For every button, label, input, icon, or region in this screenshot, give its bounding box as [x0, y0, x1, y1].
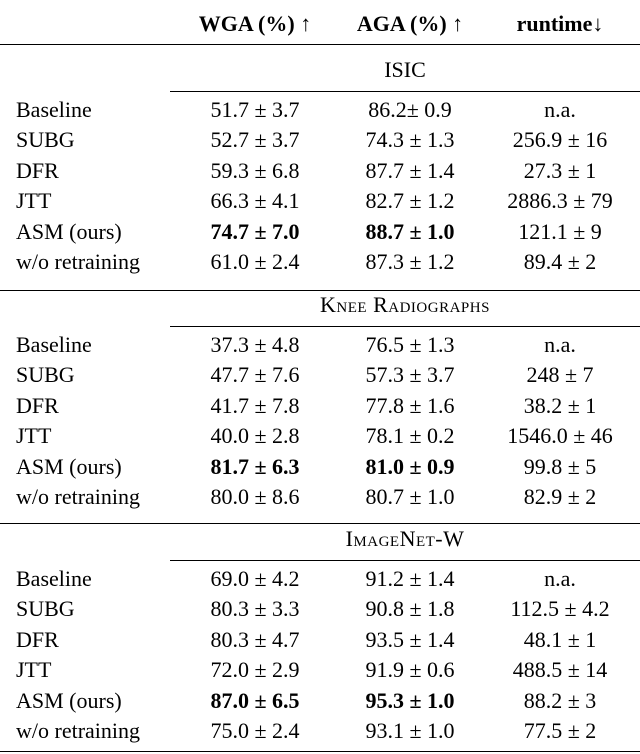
runtime-cell: 99.8 ± 5 — [523, 454, 597, 479]
aga-cell: 87.3 ± 1.2 — [365, 249, 455, 274]
wga-cell: 52.7 ± 3.7 — [210, 127, 300, 152]
section-subrule — [170, 91, 640, 92]
method-cell: DFR — [16, 627, 59, 652]
wga-cell: 80.3 ± 4.7 — [210, 627, 300, 652]
wga-cell: 80.3 ± 3.3 — [210, 596, 300, 621]
wga-cell: 66.3 ± 4.1 — [210, 188, 300, 213]
method-cell: ASM (ours) — [16, 688, 122, 713]
section-divider — [0, 523, 640, 524]
runtime-cell: 27.3 ± 1 — [523, 158, 597, 183]
runtime-cell: 1546.0 ± 46 — [507, 423, 613, 448]
section-title: ImageNet-W — [345, 526, 465, 551]
method-cell: SUBG — [16, 127, 75, 152]
aga-cell: 90.8 ± 1.8 — [365, 596, 455, 621]
wga-cell: 40.0 ± 2.8 — [210, 423, 300, 448]
method-cell: w/o retraining — [16, 249, 141, 274]
wga-cell: 59.3 ± 6.8 — [210, 158, 300, 183]
method-cell: JTT — [16, 423, 52, 448]
runtime-cell: 2886.3 ± 79 — [507, 188, 613, 213]
aga-cell: 76.5 ± 1.3 — [365, 332, 455, 357]
runtime-cell: 248 ± 7 — [526, 362, 594, 387]
wga-cell: 75.0 ± 2.4 — [210, 718, 300, 743]
method-cell: Baseline — [16, 332, 92, 357]
runtime-cell: 112.5 ± 4.2 — [510, 596, 610, 621]
wga-cell: 80.0 ± 8.6 — [210, 484, 300, 509]
runtime-cell: 121.1 ± 9 — [518, 219, 602, 244]
aga-cell: 93.5 ± 1.4 — [365, 627, 455, 652]
method-cell: SUBG — [16, 596, 75, 621]
header-wga: WGA (%) ↑ — [198, 11, 312, 36]
runtime-cell: n.a. — [544, 97, 576, 122]
aga-cell: 91.2 ± 1.4 — [365, 566, 455, 591]
method-cell: JTT — [16, 188, 52, 213]
aga-cell: 87.7 ± 1.4 — [365, 158, 455, 183]
aga-cell: 93.1 ± 1.0 — [365, 718, 455, 743]
header-aga: AGA (%) ↑ — [356, 11, 464, 36]
method-cell: ASM (ours) — [16, 219, 122, 244]
method-cell: SUBG — [16, 362, 75, 387]
header-runtime: runtime↓ — [516, 11, 604, 36]
runtime-cell: 77.5 ± 2 — [523, 718, 597, 743]
method-cell: Baseline — [16, 97, 92, 122]
aga-cell: 77.8 ± 1.6 — [365, 393, 455, 418]
method-cell: DFR — [16, 158, 59, 183]
runtime-cell: 89.4 ± 2 — [523, 249, 597, 274]
method-cell: ASM (ours) — [16, 454, 122, 479]
method-cell: Baseline — [16, 566, 92, 591]
section-divider — [0, 290, 640, 291]
runtime-cell: 48.1 ± 1 — [523, 627, 597, 652]
aga-cell: 80.7 ± 1.0 — [365, 484, 455, 509]
aga-cell: 86.2± 0.9 — [368, 97, 452, 122]
aga-cell: 82.7 ± 1.2 — [365, 188, 455, 213]
section-title: Knee Radiographs — [320, 292, 490, 317]
wga-cell: 37.3 ± 4.8 — [210, 332, 300, 357]
aga-cell: 74.3 ± 1.3 — [365, 127, 455, 152]
runtime-cell: 256.9 ± 16 — [512, 127, 608, 152]
wga-cell: 74.7 ± 7.0 — [210, 219, 300, 244]
aga-cell: 95.3 ± 1.0 — [365, 688, 455, 713]
header-rule — [0, 44, 640, 45]
method-cell: JTT — [16, 657, 52, 682]
method-cell: w/o retraining — [16, 484, 141, 509]
section-title: ISIC — [384, 57, 426, 82]
wga-cell: 61.0 ± 2.4 — [210, 249, 300, 274]
aga-cell: 81.0 ± 0.9 — [365, 454, 455, 479]
wga-cell: 47.7 ± 7.6 — [210, 362, 300, 387]
aga-cell: 57.3 ± 3.7 — [365, 362, 455, 387]
wga-cell: 51.7 ± 3.7 — [210, 97, 300, 122]
runtime-cell: 88.2 ± 3 — [523, 688, 597, 713]
runtime-cell: 488.5 ± 14 — [512, 657, 608, 682]
runtime-cell: 38.2 ± 1 — [523, 393, 597, 418]
wga-cell: 69.0 ± 4.2 — [210, 566, 300, 591]
runtime-cell: n.a. — [544, 566, 576, 591]
method-cell: w/o retraining — [16, 718, 141, 743]
section-subrule — [170, 560, 640, 561]
section-subrule — [170, 326, 640, 327]
wga-cell: 81.7 ± 6.3 — [210, 454, 300, 479]
runtime-cell: 82.9 ± 2 — [523, 484, 597, 509]
aga-cell: 88.7 ± 1.0 — [365, 219, 455, 244]
wga-cell: 72.0 ± 2.9 — [210, 657, 300, 682]
aga-cell: 91.9 ± 0.6 — [365, 657, 455, 682]
aga-cell: 78.1 ± 0.2 — [365, 423, 455, 448]
runtime-cell: n.a. — [544, 332, 576, 357]
wga-cell: 87.0 ± 6.5 — [210, 688, 300, 713]
bottom-rule — [0, 751, 640, 752]
wga-cell: 41.7 ± 7.8 — [210, 393, 300, 418]
method-cell: DFR — [16, 393, 59, 418]
